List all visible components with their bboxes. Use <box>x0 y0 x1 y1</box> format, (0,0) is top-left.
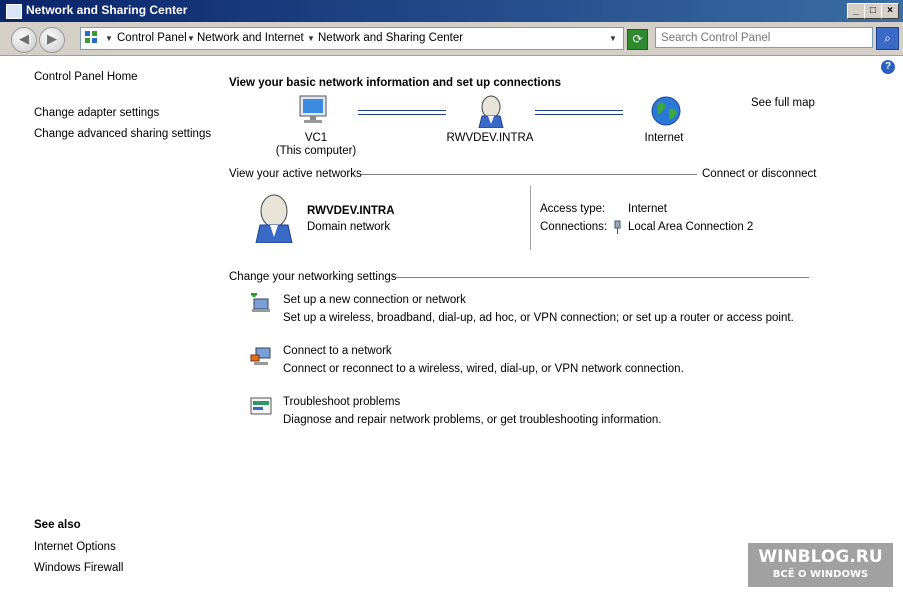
maximize-button[interactable]: □ <box>864 3 882 19</box>
domain-name: RWVDEV.INTRA <box>446 132 534 144</box>
breadcrumb-arrow-icon[interactable]: ▼ <box>105 34 113 43</box>
map-connector-line <box>535 110 623 115</box>
search-input[interactable] <box>655 27 873 48</box>
watermark <box>748 543 893 587</box>
new-connection-icon <box>250 293 272 315</box>
globe-icon <box>650 95 682 127</box>
breadcrumb-arrow-icon[interactable]: ▼ <box>307 34 315 43</box>
task-troubleshoot-desc: Diagnose and repair network problems, or get troubleshooting information. <box>283 414 662 426</box>
task-troubleshoot-link[interactable]: Troubleshoot problems <box>283 396 401 408</box>
see-full-map-link[interactable]: See full map <box>751 97 815 109</box>
sidebar-link-change-advanced-sharing[interactable]: Change advanced sharing settings <box>34 128 212 140</box>
internet-label: Internet <box>644 132 684 144</box>
section-divider <box>361 174 697 175</box>
control-panel-icon <box>84 30 98 44</box>
back-button[interactable]: ◀ <box>11 27 37 53</box>
computer-subtitle: (This computer) <box>275 145 357 157</box>
domain-network-icon <box>252 193 296 243</box>
active-networks-heading: View your active networks <box>229 168 362 180</box>
minimize-button[interactable]: _ <box>847 3 865 19</box>
active-network-name: RWVDEV.INTRA <box>307 205 395 217</box>
sidebar-link-change-adapter-settings[interactable]: Change adapter settings <box>34 107 160 119</box>
breadcrumb-arrow-icon[interactable]: ▼ <box>187 34 195 43</box>
access-type-label: Access type: <box>540 203 606 215</box>
watermark-subtitle: ВСЁ О WINDOWS <box>772 569 869 580</box>
title-bar <box>0 0 903 22</box>
see-also-heading: See also <box>34 519 81 531</box>
refresh-button[interactable]: ⟳ <box>627 29 648 50</box>
address-box[interactable] <box>80 27 624 50</box>
section-divider <box>393 277 809 278</box>
address-toolbar <box>0 22 903 56</box>
connections-label: Connections: <box>540 221 608 233</box>
forward-button[interactable]: ▶ <box>39 27 65 53</box>
window-title: Network and Sharing Center <box>26 3 188 17</box>
domain-user-icon <box>476 94 506 128</box>
breadcrumb-control-panel[interactable]: Control Panel <box>117 32 187 44</box>
connect-or-disconnect-link[interactable]: Connect or disconnect <box>702 168 817 180</box>
active-network-type[interactable]: Domain network <box>307 221 391 233</box>
search-icon[interactable]: ⌕ <box>876 27 899 50</box>
task-connect-network-desc: Connect or reconnect to a wireless, wired, dial-up, or VPN network connection. <box>283 363 684 375</box>
task-connect-network-link[interactable]: Connect to a network <box>283 345 392 357</box>
close-button[interactable]: × <box>881 3 899 19</box>
breadcrumb-network-internet[interactable]: Network and Internet <box>197 32 304 44</box>
access-type-value: Internet <box>628 203 667 215</box>
help-icon[interactable]: ? <box>881 60 895 74</box>
connect-network-icon <box>250 345 272 367</box>
breadcrumb-network-sharing-center[interactable]: Network and Sharing Center <box>318 32 464 44</box>
task-new-connection-desc: Set up a wireless, broadband, dial-up, ad hoc, or VPN connection; or set up a router or access point. <box>283 312 794 324</box>
networking-settings-heading: Change your networking settings <box>229 271 397 283</box>
see-also-internet-options[interactable]: Internet Options <box>34 541 116 553</box>
computer-name: VC1 <box>304 132 328 144</box>
see-also-windows-firewall[interactable]: Windows Firewall <box>34 562 124 574</box>
ethernet-icon <box>613 220 622 234</box>
vertical-divider <box>530 186 531 250</box>
address-dropdown-icon[interactable]: ▼ <box>609 34 617 43</box>
connection-link[interactable]: Local Area Connection 2 <box>628 221 754 233</box>
page-title: View your basic network information and set up connections <box>229 77 562 89</box>
task-new-connection-link[interactable]: Set up a new connection or network <box>283 294 466 306</box>
sidebar-link-control-panel-home[interactable]: Control Panel Home <box>34 71 138 83</box>
map-connector-line <box>358 110 446 115</box>
computer-icon <box>296 94 332 128</box>
network-window-icon <box>6 4 22 19</box>
troubleshoot-icon <box>250 396 272 418</box>
watermark-title: WINBLOG.RU <box>758 547 883 567</box>
